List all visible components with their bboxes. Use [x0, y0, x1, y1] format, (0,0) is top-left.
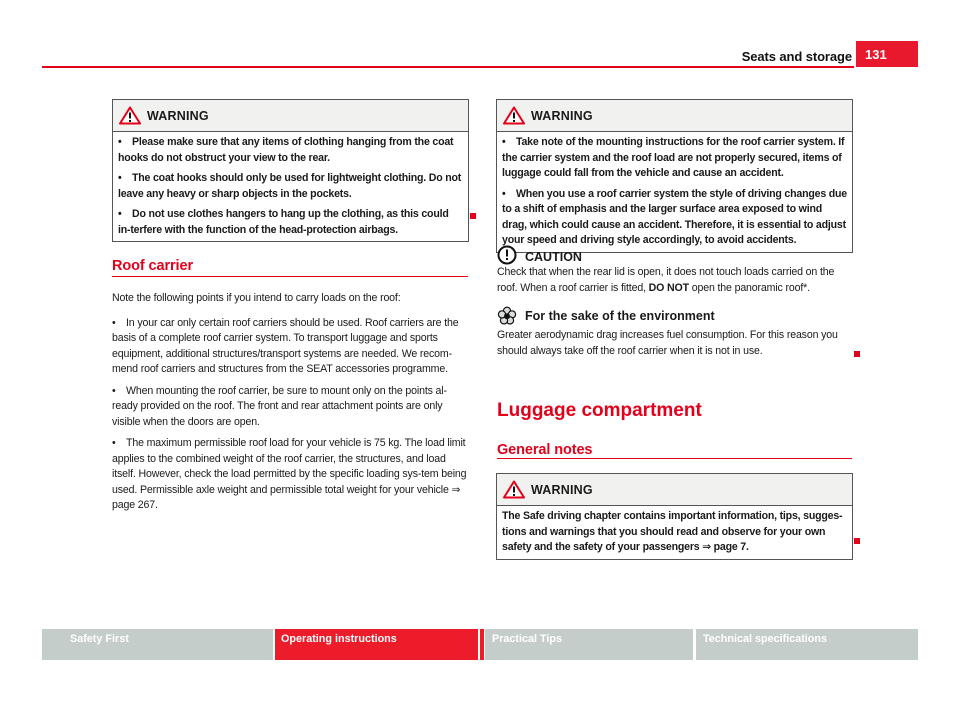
- environment-notice: [497, 306, 852, 359]
- warning-body: [497, 506, 852, 559]
- warning-header: [497, 474, 852, 506]
- footer-tab-practical-tips[interactable]: [485, 629, 693, 660]
- header-rule: [42, 66, 854, 68]
- section-end-marker: [854, 538, 860, 544]
- section-end-marker: [854, 351, 860, 357]
- tab-label: Practical Tips: [492, 633, 563, 645]
- roof-carrier-heading: Roof carrier: [112, 258, 193, 274]
- warning-item: • When you use a roof carrier system the style of driving changes due to a shift of emphasis and the larger surface area exposed to wind drag, which could cause an accident. Therefore, it is essential to adjust your speed and driving style accordingly, to avoid accidents.: [502, 187, 847, 249]
- warning-item: • Please make sure that any items of clothing hanging from the coat hooks do not obstruct your view to the rear.: [118, 135, 463, 166]
- warning-item: • The coat hooks should only be used for lightweight clothing. Do not leave any heavy or sharp objects in the pockets.: [118, 171, 463, 202]
- environment-text: Greater aerodynamic drag increases fuel consumption. For this reason you should always take off the roof carrier when it is not in use.: [497, 329, 838, 357]
- caution-title: CAUTION: [525, 250, 582, 264]
- warning-item: • Do not use clothes hangers to hang up the clothing, as this could in-terfere with the function of the head-protection airbags.: [118, 207, 463, 238]
- footer-tab-safety-first[interactable]: [42, 629, 273, 660]
- caution-text-part: Check that when the rear lid is open, it does not touch loads carried on the roof. When a roof carrier is fitted,: [497, 266, 835, 294]
- coat-hooks-warning-box: [112, 99, 469, 242]
- warning-title: WARNING: [531, 482, 593, 497]
- roof-carrier-warning-box: [496, 99, 853, 253]
- heading-rule: [112, 276, 468, 277]
- page-number: 131: [856, 41, 918, 67]
- warning-header: [497, 100, 852, 132]
- caution-notice: [497, 245, 852, 296]
- tab-label: Operating instructions: [281, 633, 397, 645]
- general-notes-heading: General notes: [497, 442, 593, 458]
- warning-text: The Safe driving chapter contains important information, tips, sugges-tions and warnings that you should read and observe for your own safety and the safety of your passengers ⇒ page 7.: [502, 510, 843, 553]
- roof-carrier-bullet: • When mounting the roof carrier, be sure to mount only on the points al-ready provided on the roof. The front and rear attachment points are only visible when the doors are open.: [112, 384, 468, 431]
- section-end-marker: [470, 213, 476, 219]
- environment-header: [497, 306, 852, 326]
- warning-item: • Take note of the mounting instructions for the roof carrier system. If the carrier system and the roof load are not properly secured, items of luggage could fall from the vehicle and cause an accident.: [502, 135, 847, 182]
- tab-label: Safety First: [70, 633, 129, 645]
- caution-header: [497, 245, 852, 265]
- warning-title: WARNING: [531, 108, 593, 123]
- roof-carrier-bullet: • In your car only certain roof carriers should be used. Roof carriers are the basis of a complete roof carrier system. To transport luggage and sports equipment, additional structures/transport systems are needed. We recom-mend roof carriers and structures from the SEAT accessories programme.: [112, 316, 468, 378]
- caution-emphasis: DO NOT: [648, 281, 689, 294]
- warning-title: WARNING: [147, 108, 209, 123]
- warning-body: [113, 132, 468, 241]
- warning-body: [497, 132, 852, 252]
- warning-header: [113, 100, 468, 132]
- flower-icon: [497, 306, 517, 326]
- warning-triangle-icon: [119, 106, 141, 125]
- roof-carrier-body: [112, 291, 468, 520]
- luggage-compartment-heading: Luggage compartment: [497, 400, 702, 421]
- warning-triangle-icon: [503, 480, 525, 499]
- footer-tab-technical-specifications[interactable]: [696, 629, 918, 660]
- caution-text: [497, 265, 852, 296]
- tab-label: Technical specifications: [703, 633, 828, 645]
- caution-circle-icon: [497, 245, 517, 265]
- intro-text: Note the following points if you intend to carry loads on the roof:: [112, 292, 401, 304]
- tab-separator: [480, 629, 484, 660]
- warning-triangle-icon: [503, 106, 525, 125]
- luggage-warning-box: [496, 473, 853, 560]
- footer-tab-operating-instructions[interactable]: [275, 629, 478, 660]
- roof-carrier-bullet: • The maximum permissible roof load for your vehicle is 75 kg. The load limit applies to the combined weight of the roof carrier, the structures, and load itself. However, check the load permitted by the specific loading sys-tem being used. Permissible axle weight and permissible total weight for your vehicle ⇒ page 267.: [112, 436, 468, 514]
- caution-text-part: open the panoramic roof*.: [688, 281, 810, 294]
- section-title: Seats and storage: [741, 49, 852, 64]
- heading-rule: [497, 458, 852, 459]
- environment-title: For the sake of the environment: [525, 309, 715, 323]
